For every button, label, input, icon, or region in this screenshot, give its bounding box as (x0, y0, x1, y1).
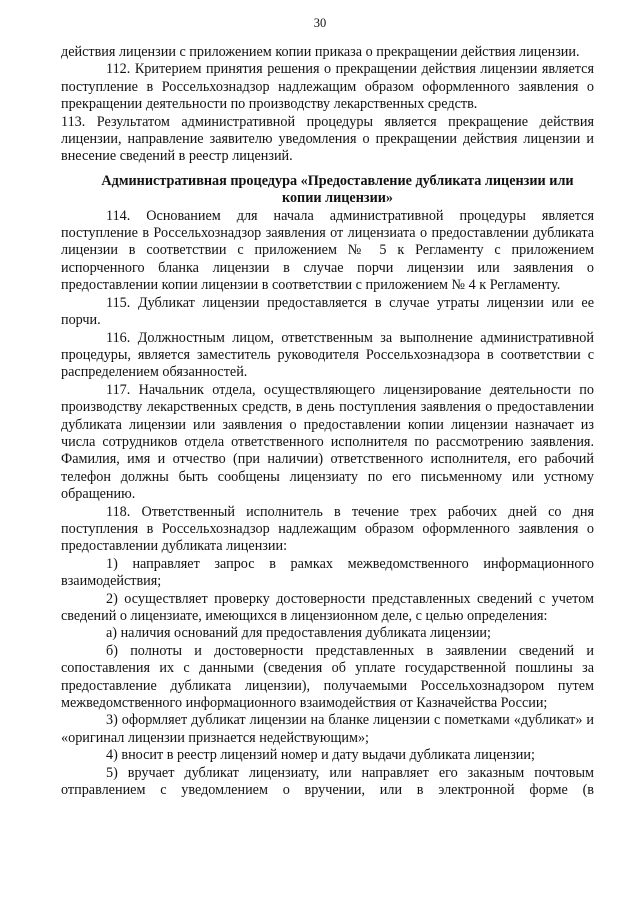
paragraph-115: 115. Дубликат лицензии предоставляется в случае утраты лицензии или ее порчи. (61, 294, 594, 329)
list-item-2: 2) осуществляет проверку достоверности представленных сведений с учетом сведений о лицензиате, имеющихся в лицензионном деле, с целью определения: (61, 590, 594, 624)
list-item-1: 1) направляет запрос в рамках межведомственного информационного взаимодействия; (61, 555, 594, 590)
paragraph-118: 118. Ответственный исполнитель в течение трех рабочих дней со дня поступления в Россельхознадзор надлежащим образом оформленного заявления о предоставлении дубликата лицензии: (61, 503, 594, 555)
section-heading: Административная процедура «Предоставление дубликата лицензии или копии лицензии» (101, 172, 574, 207)
paragraph-114: 114. Основанием для начала административной процедуры является поступление в Россельхознадзор заявления от лицензиата о предоставлении дубликата лицензии в соответствии с приложением № 5 к Регламенту с приложением испорченного бланка лицензии в случае порчи лицензии или заявления о предоставлении копии лицензии в соответствии с приложением № 4 к Регламенту. (61, 207, 594, 294)
list-item-a: а) наличия оснований для предоставления дубликата лицензии; (106, 625, 491, 642)
paragraph-112: 112. Критерием принятия решения о прекращении действия лицензии является поступление в Россельхознадзор надлежащим образом оформленного заявления о прекращении деятельности по производству лекарственных средств. (61, 61, 594, 113)
paragraph-116: 116. Должностным лицом, ответственным за выполнение административной процедуры, является заместитель руководителя Россельхознадзора в соответствии с распределением обязанностей. (61, 329, 594, 381)
list-item-b: б) полноты и достоверности представленных в заявлении сведений и сопоставления их с данными (сведения об уплате государственной пошлины за предоставление дубликата лицензии), получаемыми Россельхознадзором путем межведомственного информационного взаимодействия от Казначейства России; (61, 642, 594, 712)
page-number: 30 (313, 16, 327, 30)
paragraph-113: 113. Результатом административной процедуры является прекращение действия лицензии, направление заявителю уведомления о прекращении действия лицензии и внесение сведений в реестр лицензий. (61, 113, 594, 165)
document-body (61, 44, 594, 799)
list-item-5: 5) вручает дубликат лицензиату, или направляет его заказным почтовым отправлением с уведомлением о вручении, или в электронной форме (в (61, 764, 594, 799)
paragraph-continuation: действия лицензии с приложением копии приказа о прекращении действия лицензии. (61, 44, 580, 60)
list-item-4: 4) вносит в реестр лицензий номер и дату выдачи дубликата лицензии; (106, 747, 535, 764)
paragraph-117: 117. Начальник отдела, осуществляющего лицензирование деятельности по производству лекарственных средств, в день поступления заявления о предоставлении дубликата лицензии или заявления о предоставлении копии лицензии назначает из числа сотрудников отдела ответственного исполнителя по рассмотрению заявления. Фамилия, имя и отчество (при наличии) ответственного исполнителя, его рабочий телефон должны быть сообщены лицензиату по его письменному или устному обращению. (61, 381, 594, 503)
list-item-3: 3) оформляет дубликат лицензии на бланке лицензии с пометками «дубликат» и «оригинал лицензии признается недействующим»; (61, 712, 594, 746)
